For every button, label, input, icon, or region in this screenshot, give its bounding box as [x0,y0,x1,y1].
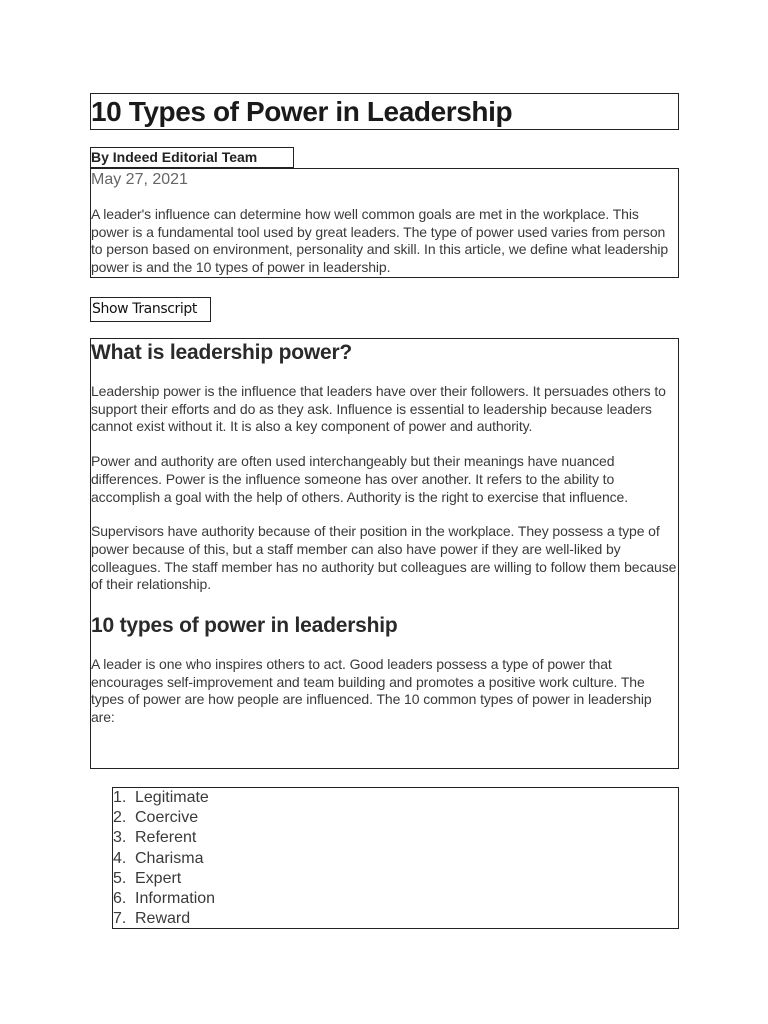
power-types-list [113,788,678,929]
paragraph-supervisors: Supervisors have authority because of their position in the workplace. They possess a type of power because of this, but a staff member can also have power if they are well-liked by colleagues. The staff member has no authority but colleagues are willing to follow them because of their relationship. [91,523,677,593]
paragraph-power-vs-authority: Power and authority are often used interchangeably but their meanings have nuanced differences. Power is the influence someone has over another. It refers to the ability to accomplish a goal with the help of others. Authority is the right to exercise that influence. [91,453,629,505]
list-item [113,849,678,869]
list-item-number: 2. [113,809,127,827]
intro-container [90,168,679,278]
list-item-label: Referent [135,829,197,847]
section-heading-what-is-leadership-power: What is leadership power? [91,341,353,364]
author-byline-container [90,147,294,168]
list-item-label: Information [135,890,216,908]
list-item-label: Expert [135,869,182,887]
list-item [113,869,678,889]
list-item-number: 7. [113,910,127,928]
article-title: 10 Types of Power in Leadership [91,96,513,127]
list-item-label: Reward [135,910,191,928]
paragraph-types-intro: A leader is one who inspires others to act. Good leaders possess a type of power that encourages self-improvement and team building and promotes a positive work culture. The types of power are how people are influenced. The 10 common types of power in leadership are: [91,656,652,726]
article-title-container [90,93,679,130]
power-types-list-container [112,787,679,929]
list-item-number: 3. [113,829,127,847]
list-item-label: Charisma [135,849,204,867]
author-byline: By Indeed Editorial Team [91,149,258,165]
list-item-number: 4. [113,849,127,867]
list-item [113,828,678,848]
list-item-number: 6. [113,890,127,908]
article-body [90,338,679,769]
section-heading-types-of-power: 10 types of power in leadership [91,614,398,638]
intro-paragraph: A leader's influence can determine how well common goals are met in the workplace. This power is a fundamental tool used by great leaders. The type of power used varies from person to person based on environment, personality and skill. In this article, we define what leadership power is and the 10 types of power in leadership. [91,206,669,276]
list-item-number: 1. [113,789,127,806]
list-item [113,788,678,808]
list-item [113,909,678,929]
show-transcript-button[interactable]: Show Transcript [90,297,211,322]
list-item-label: Coercive [135,809,199,827]
list-item-label: Legitimate [135,789,209,806]
list-item [113,889,678,909]
publish-date: May 27, 2021 [91,171,188,188]
paragraph-leadership-power: Leadership power is the influence that leaders have over their followers. It persuades others to support their efforts and do as they ask. Influence is essential to leadership because leaders cannot exist without it. It is also a key component of power and authority. [91,383,666,435]
list-item-number: 5. [113,869,127,887]
list-item [113,808,678,828]
